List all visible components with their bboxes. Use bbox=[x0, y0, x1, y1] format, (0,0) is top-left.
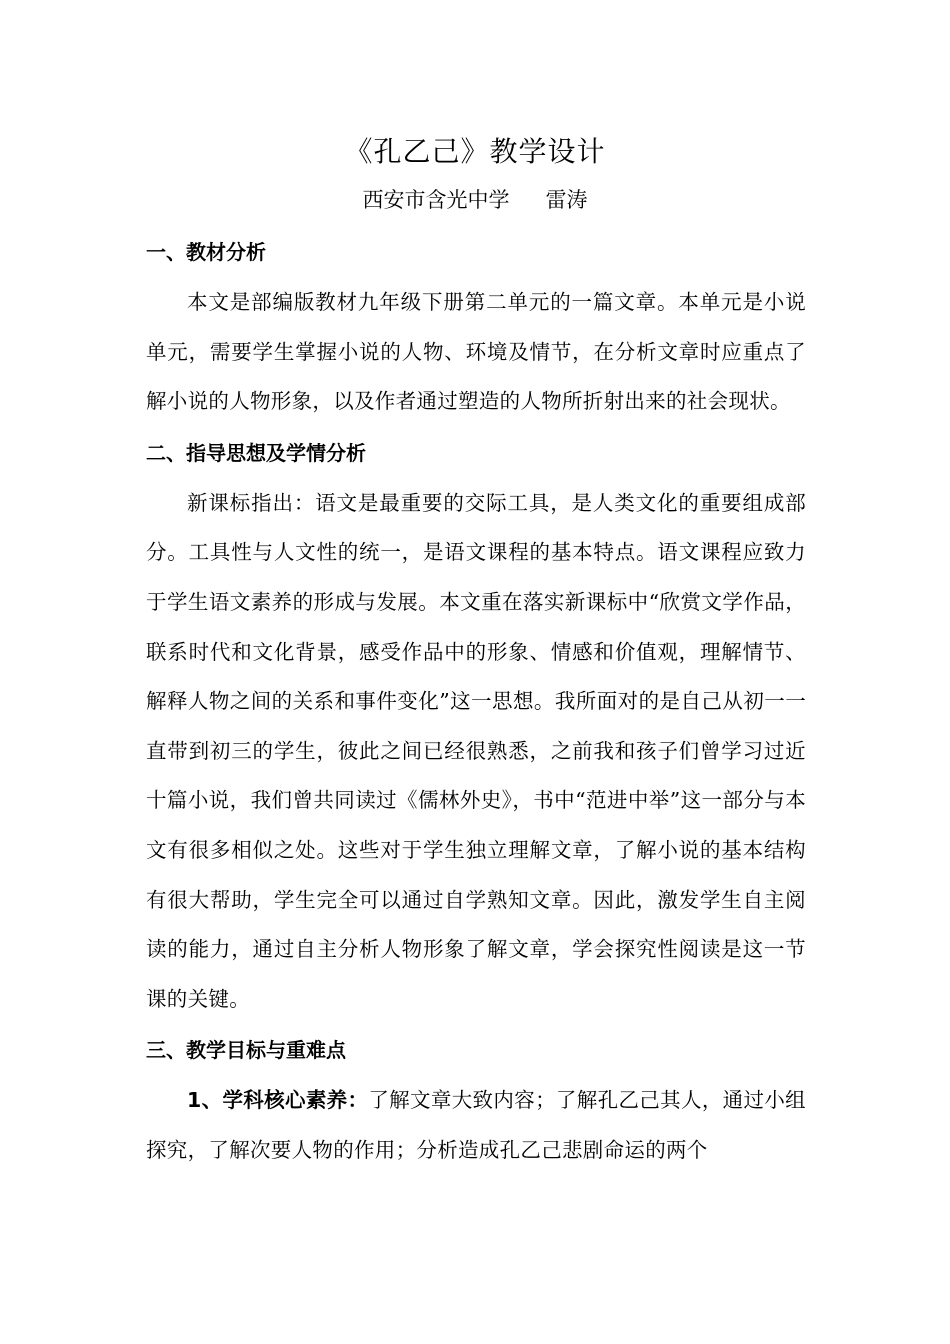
author-school: 西安市含光中学 bbox=[362, 188, 510, 212]
section-heading-guiding-ideas: 二、指导思想及学情分析 bbox=[146, 440, 366, 465]
author-name: 雷涛 bbox=[545, 188, 588, 212]
section-paragraph: 新课标指出：语文是最重要的交际工具，是人类文化的重要组成部分。工具性与人文性的统一，是语文课程的基本特点。语文课程应致力于学生语文素养的形成与发展。本文重在落实新课标中“欣赏文学作品，联系时代和文化背景，感受作品中的形象、情感和价值观，理解情节、解释人物之间的关系和事件变化”这一思想。我所面对的是自己从初一一直带到初三的学生，彼此之间已经很熟悉，之前我和孩子们曾学习过近十篇小说，我们曾共同读过《儒林外史》，书中“范进中举”这一部分与本文有很多相似之处。这些对于学生独立理解文章，了解小说的基本结构有很大帮助，学生完全可以通过自学熟知文章。因此，激发学生自主阅读的能力，通过自主分析人物形象了解文章，学会探究性阅读是这一节课的关键。 bbox=[146, 490, 806, 1011]
goal-text: 了解文章大致内容；了解孔乙己其人，通过小组探究，了解次要人物的作用；分析造成孔乙己悲剧命运的两个 bbox=[146, 1088, 806, 1162]
document-body bbox=[146, 234, 806, 1184]
section-heading-textbook-analysis: 一、教材分析 bbox=[146, 240, 266, 264]
byline bbox=[0, 184, 950, 216]
section-paragraph: 本文是部编版教材九年级下册第二单元的一篇文章。本单元是小说单元，需要学生掌握小说的人物、环境及情节，在分析文章时应重点了解小说的人物形象，以及作者通过塑造的人物所折射出来的社会现状。 bbox=[146, 290, 806, 414]
goal-lead-label: 1、学科核心素养： bbox=[187, 1088, 369, 1113]
section-paragraph-goals bbox=[146, 1076, 806, 1175]
section-heading-teaching-goals: 三、教学目标与重难点 bbox=[146, 1038, 346, 1063]
document-title: 《孔乙己》教学设计 bbox=[344, 135, 606, 168]
